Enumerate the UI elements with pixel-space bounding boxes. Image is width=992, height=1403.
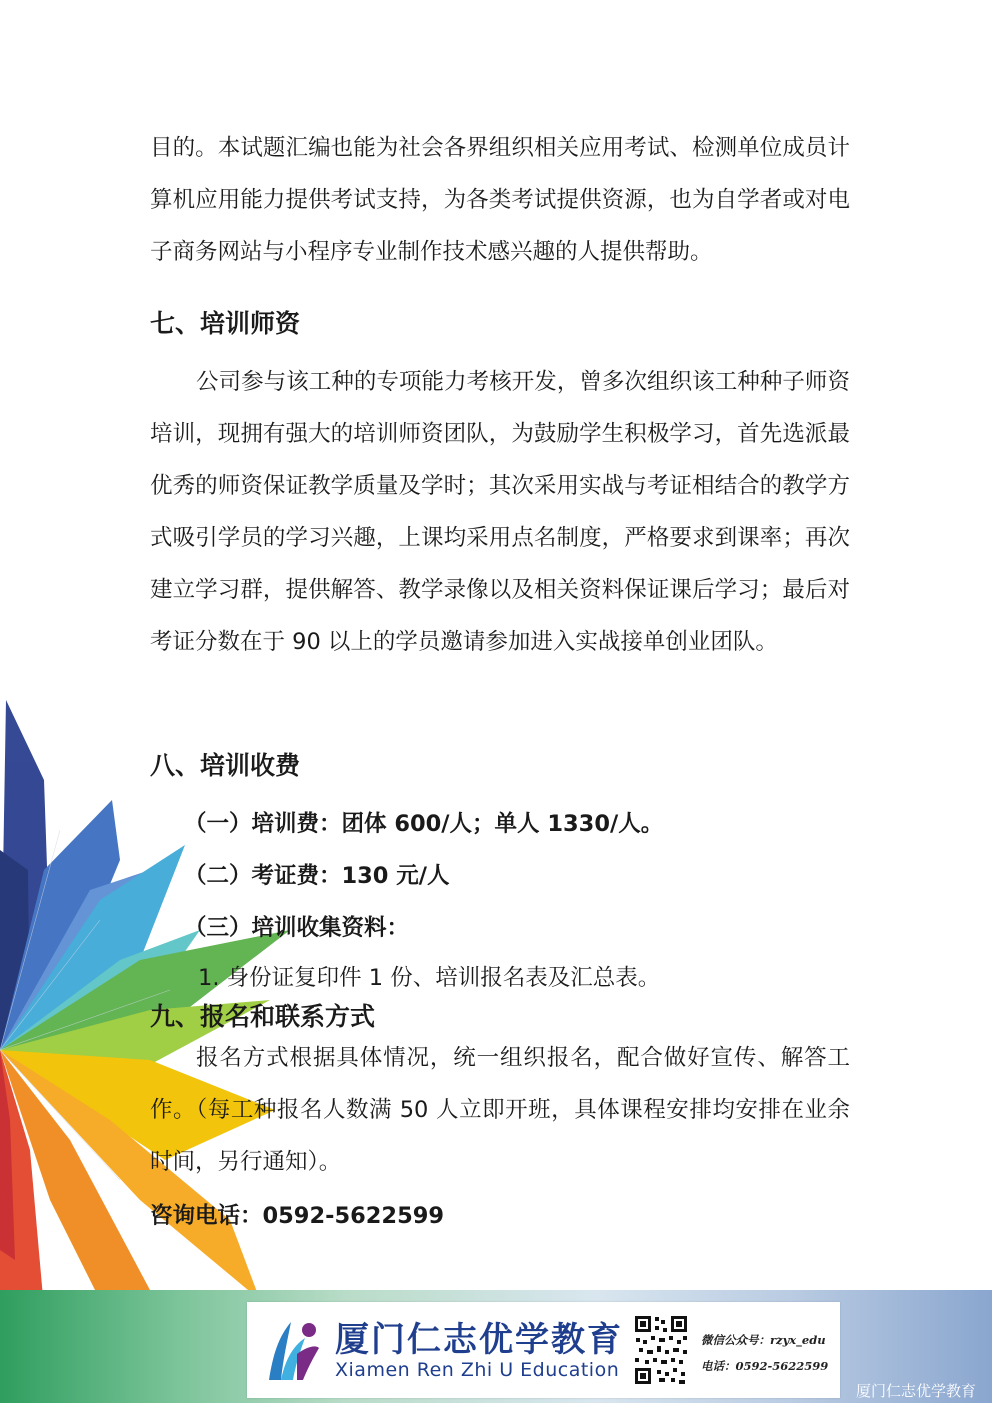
wechat-account: 微信公众号：rzyx_edu <box>701 1333 826 1347</box>
brand-logo-icon <box>261 1314 323 1386</box>
section-7-title: 七、培训师资 <box>150 309 301 338</box>
qr-code-icon <box>633 1314 689 1386</box>
fee-item-training: （一）培训费：团体 600/人；单人 1330/人。 <box>184 811 664 837</box>
brand-name-chinese: 厦门仁志优学教育 <box>335 1320 623 1360</box>
section-7-paragraph: 公司参与该工种的专项能力考核开发，曾多次组织该工种种子师资培训，现拥有强大的培训师资团队，为鼓励学生积极学习，首先选派最优秀的师资保证教学质量及学时；其次采用实战与考证相结合的教学方式吸引学员的学习兴趣，上课均采用点名制度，严格要求到课率；再次建立学习群，提供解答、教学录像以及相关资料保证课后学习；最后对考证分数在于 90 以上的学员邀请参加进入实战接单创业团队。 <box>150 369 850 655</box>
intro-paragraph: 目的。本试题汇编也能为社会各界组织相关应用考试、检测单位成员计算机应用能力提供考试支持，为各类考试提供资源，也为自学者或对电子商务网站与小程序专业制作技术感兴趣的人提供帮助。 <box>150 135 850 265</box>
section-9-title: 九、报名和联系方式 <box>150 1002 376 1031</box>
footer-phone: 电话：0592-5622599 <box>701 1359 829 1373</box>
material-item: 1. 身份证复印件 1 份、培训报名表及汇总表。 <box>198 965 661 991</box>
footer-brand-card <box>247 1302 840 1398</box>
watermark-text: 厦门仁志优学教育 <box>856 1382 977 1400</box>
section-9-paragraph: 报名方式根据具体情况，统一组织报名，配合做好宣传、解答工作。（每工种报名人数满 50 人立即开班，具体课程安排均安排在业余时间，另行通知）。 <box>150 1045 850 1175</box>
consult-phone: 咨询电话：0592-5622599 <box>150 1203 445 1229</box>
fee-item-exam: （二）考证费：130 元/人 <box>184 863 450 889</box>
brand-name-english: Xiamen Ren Zhi U Education <box>335 1359 620 1381</box>
section-8-title: 八、培训收费 <box>150 751 301 780</box>
fee-item-materials: （三）培训收集资料： <box>184 915 410 941</box>
